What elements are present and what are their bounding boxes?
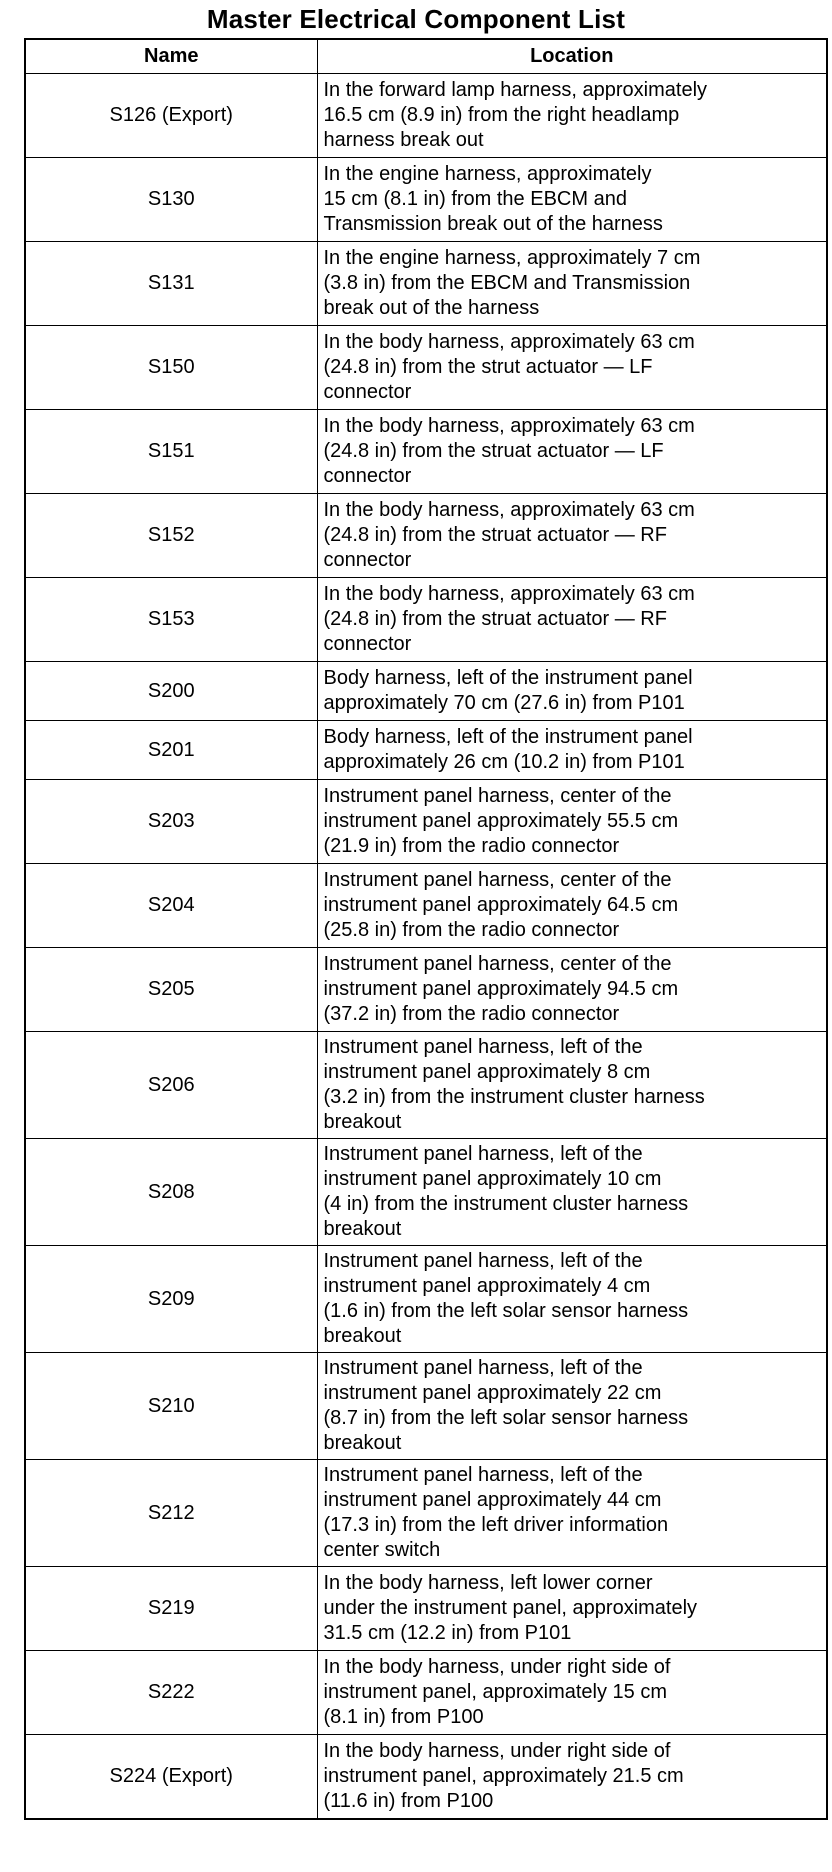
table-row	[25, 242, 827, 326]
component-name: S210	[25, 1353, 317, 1460]
page-title: Master Electrical Component List	[206, 4, 626, 34]
component-name: S204	[25, 864, 317, 948]
component-location: In the body harness, under right side of instrument panel, approximately 15 cm (8.1 in) from P100	[317, 1651, 827, 1735]
component-location: In the body harness, left lower corner under the instrument panel, approximately 31.5 cm (12.2 in) from P101	[317, 1567, 827, 1651]
table-row	[25, 158, 827, 242]
component-name: S151	[25, 410, 317, 494]
table-row	[25, 1353, 827, 1460]
component-name: S153	[25, 578, 317, 662]
component-location: In the body harness, approximately 63 cm (24.8 in) from the struat actuator — RF connector	[317, 578, 827, 662]
table-header-row	[25, 39, 827, 74]
table-row	[25, 721, 827, 780]
component-name: S205	[25, 948, 317, 1032]
column-header-location: Location	[317, 39, 827, 74]
component-location: Instrument panel harness, center of the instrument panel approximately 94.5 cm (37.2 in) from the radio connector	[317, 948, 827, 1032]
table-row	[25, 494, 827, 578]
table-row	[25, 74, 827, 158]
table-row	[25, 326, 827, 410]
component-location: In the forward lamp harness, approximately 16.5 cm (8.9 in) from the right headlamp harness break out	[317, 74, 827, 158]
component-location: Body harness, left of the instrument panel approximately 26 cm (10.2 in) from P101	[317, 721, 827, 780]
component-name: S219	[25, 1567, 317, 1651]
table-row	[25, 1246, 827, 1353]
component-location: In the body harness, approximately 63 cm (24.8 in) from the struat actuator — RF connector	[317, 494, 827, 578]
component-location: Body harness, left of the instrument panel approximately 70 cm (27.6 in) from P101	[317, 662, 827, 721]
component-name: S222	[25, 1651, 317, 1735]
table-row	[25, 948, 827, 1032]
component-location: In the body harness, under right side of instrument panel, approximately 21.5 cm (11.6 in) from P100	[317, 1735, 827, 1820]
component-location: In the body harness, approximately 63 cm (24.8 in) from the struat actuator — LF connector	[317, 410, 827, 494]
component-location: Instrument panel harness, left of the instrument panel approximately 44 cm (17.3 in) from the left driver information center switch	[317, 1460, 827, 1567]
table-row	[25, 1139, 827, 1246]
component-name: S201	[25, 721, 317, 780]
table-row	[25, 662, 827, 721]
table-row	[25, 864, 827, 948]
component-location: In the body harness, approximately 63 cm (24.8 in) from the strut actuator — LF connector	[317, 326, 827, 410]
column-header-name: Name	[25, 39, 317, 74]
component-name: S131	[25, 242, 317, 326]
component-location: In the engine harness, approximately 7 cm (3.8 in) from the EBCM and Transmission break out of the harness	[317, 242, 827, 326]
component-name: S150	[25, 326, 317, 410]
component-name: S224 (Export)	[25, 1735, 317, 1820]
component-location: Instrument panel harness, left of the instrument panel approximately 10 cm (4 in) from the instrument cluster harness breakout	[317, 1139, 827, 1246]
table-row	[25, 1032, 827, 1139]
component-location: Instrument panel harness, left of the instrument panel approximately 22 cm (8.7 in) from the left solar sensor harness breakout	[317, 1353, 827, 1460]
component-location: Instrument panel harness, left of the instrument panel approximately 8 cm (3.2 in) from the instrument cluster harness breakout	[317, 1032, 827, 1139]
component-name: S203	[25, 780, 317, 864]
table-row	[25, 578, 827, 662]
component-name: S212	[25, 1460, 317, 1567]
table-row	[25, 410, 827, 494]
component-name: S206	[25, 1032, 317, 1139]
component-name: S130	[25, 158, 317, 242]
component-table	[24, 38, 828, 1820]
table-row	[25, 1651, 827, 1735]
component-location: Instrument panel harness, left of the instrument panel approximately 4 cm (1.6 in) from the left solar sensor harness breakout	[317, 1246, 827, 1353]
component-name: S209	[25, 1246, 317, 1353]
component-name: S208	[25, 1139, 317, 1246]
component-name: S200	[25, 662, 317, 721]
table-row	[25, 1735, 827, 1820]
component-location: Instrument panel harness, center of the instrument panel approximately 64.5 cm (25.8 in) from the radio connector	[317, 864, 827, 948]
table-row	[25, 1460, 827, 1567]
table-row	[25, 780, 827, 864]
component-name: S126 (Export)	[25, 74, 317, 158]
component-name: S152	[25, 494, 317, 578]
table-row	[25, 1567, 827, 1651]
component-location: Instrument panel harness, center of the instrument panel approximately 55.5 cm (21.9 in) from the radio connector	[317, 780, 827, 864]
component-location: In the engine harness, approximately 15 cm (8.1 in) from the EBCM and Transmission break out of the harness	[317, 158, 827, 242]
